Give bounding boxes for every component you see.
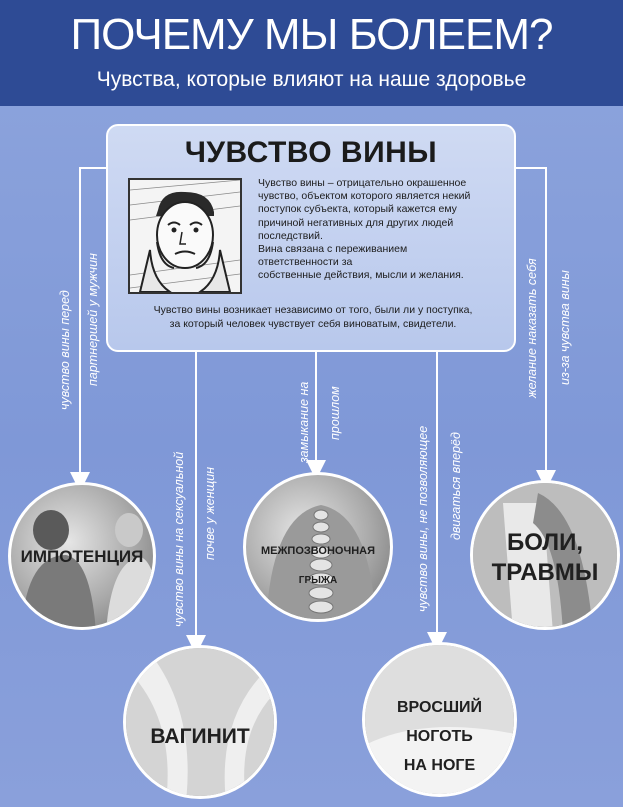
definition-line: собственные действия, мысли и желания. <box>258 269 464 282</box>
branch-label-impotence-2: партнершей у мужчин <box>86 253 100 386</box>
outcome-label-vaginitis: ВАГИНИТ <box>150 725 250 748</box>
branch-label-vaginitis-1: чувство вины на сексуальной <box>172 451 186 627</box>
note-line: за который человек чувствует себя виноватым, свидетели. <box>169 317 457 330</box>
outcome-label-pain-2: ТРАВМЫ <box>491 559 599 586</box>
branch-label-toenail-2: двигаться вперёд <box>449 432 463 540</box>
outcome-label-toenail-1: ВРОСШИЙ <box>396 699 483 716</box>
outcome-label-toenail-2: НОГОТЬ <box>406 728 473 745</box>
branch-label-hernia-2: прошлом <box>328 386 342 440</box>
outcome-label-toenail-3: НА НОГЕ <box>403 757 476 774</box>
outcome-label-impotence: ИМПОТЕНЦИЯ <box>20 547 144 566</box>
outcome-pain <box>470 480 620 630</box>
branch-label-vaginitis-2: почве у женщин <box>203 466 217 560</box>
guilt-card <box>106 124 516 352</box>
outcome-hernia <box>243 472 393 622</box>
definition-line: Вина связана с переживанием <box>258 243 408 256</box>
branch-label-impotence-1: чувство вины перед <box>58 290 72 410</box>
outcome-vaginitis <box>123 645 277 799</box>
branch-label-pain-2: из-за чувства вины <box>558 270 572 385</box>
body-photo-icon <box>126 648 277 799</box>
worried-face-icon <box>130 180 240 292</box>
page-title: ПОЧЕМУ МЫ БОЛЕЕМ? <box>70 10 553 59</box>
outcome-label-hernia-1: МЕЖПОЗВОНОЧНАЯ <box>260 545 376 557</box>
definition-line: поступок субъекта, который кажется ему <box>258 203 457 216</box>
branch-label-toenail-1: чувство вины, не позволяющее <box>416 425 430 612</box>
note-line: Чувство вины возникает независимо от того, были ли у поступка, <box>153 304 473 316</box>
definition-line: последствий. <box>258 229 323 242</box>
branch-label-hernia-1: замыкание на <box>297 381 311 463</box>
branch-label-pain-1: желание наказать себя <box>525 258 539 398</box>
worried-face-illustration <box>128 178 242 294</box>
outcome-impotence <box>8 482 156 630</box>
outcome-toenail <box>362 642 517 797</box>
guilt-note <box>122 304 504 331</box>
definition-line: причиной негативных для других людей <box>258 216 454 229</box>
definition-line: ответственности за <box>258 256 353 269</box>
outcome-label-hernia-2: ГРЫЖА <box>298 575 338 586</box>
outcome-label-pain-1: БОЛИ, <box>506 529 584 556</box>
definition-line: Чувство вины – отрицательно окрашенное <box>258 177 467 189</box>
card-title: ЧУВСТВО ВИНЫ <box>184 136 438 169</box>
page-subtitle: Чувства, которые влияют на наше здоровье <box>96 68 527 91</box>
definition-line: чувство, объектом которого является некий <box>258 190 471 203</box>
guilt-definition <box>258 177 498 283</box>
